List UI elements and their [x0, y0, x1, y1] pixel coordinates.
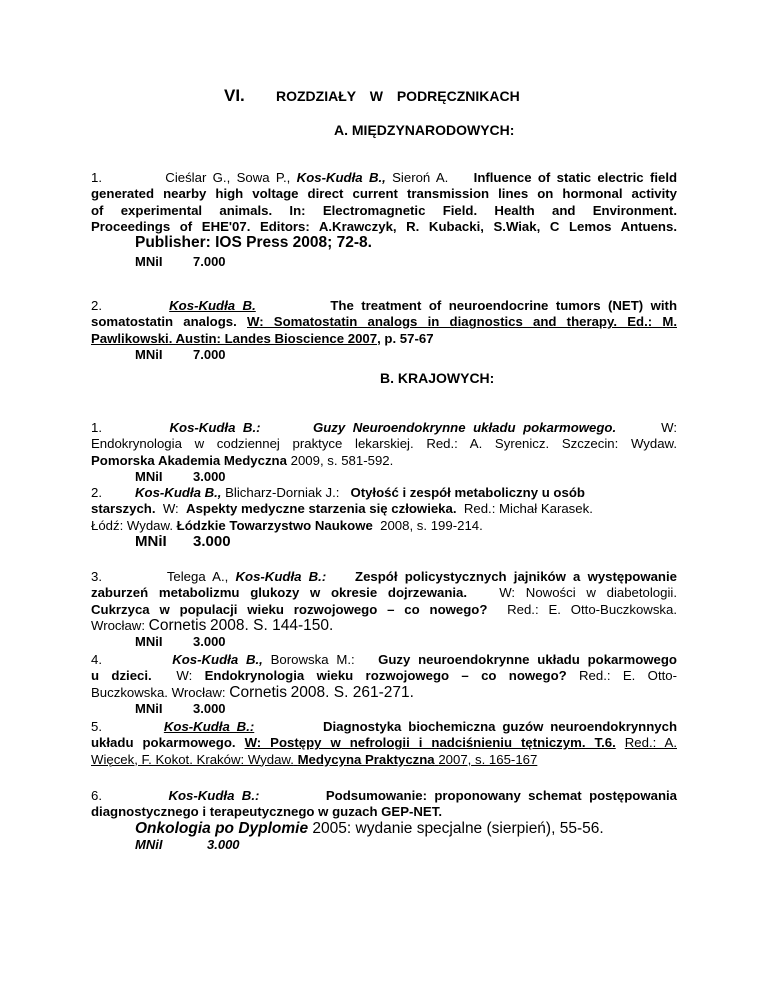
entry-line: [91, 585, 677, 601]
entry-line: [91, 821, 677, 837]
entry-source-prefix: W:: [661, 420, 677, 435]
entry-author-highlight: Kos-Kudła B.,: [172, 652, 263, 667]
entry-title: Guzy Neuroendokrynne układu pokarmowego.: [312, 420, 617, 435]
entry-title: zaburzeń metabolizmu glukozy w okresie dojrzewania.: [91, 585, 468, 601]
mnil-label: MNiI: [135, 700, 163, 716]
entry-line: diagnostycznego i terapeutycznego w guzach GEP-NET.: [91, 804, 442, 820]
entry-number: 2.: [91, 298, 102, 313]
mnil-score: [91, 469, 677, 485]
domestic-entry-3: [91, 569, 677, 650]
entry-source: W: Nowości w diabetologii.: [499, 585, 677, 601]
entry-publisher: Cornetis: [229, 683, 287, 701]
section-heading-domestic: B. KRAJOWYCH:: [380, 370, 495, 386]
entry-publisher: Buczkowska. Wrocław:: [91, 684, 226, 700]
entry-line: Endokrynologia w codziennej praktyce lekarskiej. Red.: A. Syrenicz. Szczecin: Wydaw.: [91, 436, 677, 452]
entry-author-highlight: Kos-Kudła B.,: [134, 485, 222, 500]
entry-authors: Telega A.,: [166, 569, 229, 584]
entry-authors: Blicharz-Dorniak J.:: [225, 485, 340, 500]
entry-line: [91, 518, 677, 534]
entry-pages: 2008, s. 199-214.: [380, 517, 483, 533]
mnil-value: 3.000: [193, 634, 226, 650]
entry-author-highlight: Kos-Kudła B.:: [169, 420, 261, 435]
entry-number: 1.: [91, 420, 102, 435]
entry-title: Zespół policystycznych jajników a występowanie: [355, 569, 677, 584]
entry-title: Otyłość i zespół metaboliczny u osób: [350, 485, 585, 500]
entry-authors: Borowska M.:: [270, 652, 355, 667]
entry-line: [91, 652, 677, 668]
entry-source-prefix: W:: [162, 501, 179, 517]
mnil-value: 3.000: [193, 532, 231, 550]
entry-publisher: Pomorska Akademia Medyczna: [91, 452, 287, 468]
mnil-value: 7.000: [193, 254, 226, 270]
section-heading-international: A. MIĘDZYNARODOWYCH:: [334, 122, 515, 138]
entry-pages: 2008. S. 144-150.: [210, 616, 334, 634]
entry-number: 5.: [91, 719, 102, 734]
entry-title: u dzieci.: [91, 668, 152, 684]
entry-authors: Cieślar G., Sowa P.,: [165, 170, 291, 185]
entry-publisher: Łódź: Wydaw.: [91, 517, 173, 533]
entry-line: Proceedings of EHE'07. Editors: A.Krawczyk, R. Kubacki, S.Wiak, C Lemos Antuens.: [91, 218, 677, 234]
chapter-title: ROZDZIAŁY W PODRĘCZNIKACH: [276, 88, 520, 104]
mnil-label: MNiI: [135, 532, 167, 550]
entry-line: [91, 569, 677, 585]
entry-line: [91, 485, 677, 501]
entry-line: [91, 420, 677, 436]
entry-title: Podsumowanie: proponowany schemat postępowania: [325, 788, 677, 803]
entry-line: [91, 668, 677, 684]
entry-author-highlight: Kos-Kudła B.:: [168, 788, 260, 803]
entry-pages: 2009, s. 581-592.: [290, 452, 394, 468]
entry-author-highlight: Kos-Kudła B.:: [163, 719, 255, 734]
entry-publisher: Więcek, F. Kokot. Kraków: Wydaw.: [91, 751, 294, 767]
entry-editor: Red.: E. Otto-: [579, 668, 677, 684]
entry-line: [91, 298, 677, 314]
domestic-entry-5: [91, 719, 677, 768]
entry-line: [91, 314, 677, 330]
domestic-entry-6: [91, 788, 677, 853]
entry-author-highlight: Kos-Kudła B.: [169, 298, 256, 313]
entry-editor: Red.: A.: [624, 735, 677, 751]
entry-number: 4.: [91, 652, 102, 667]
chapter-number: VI.: [224, 86, 245, 105]
mnil-value: 3.000: [193, 700, 226, 716]
entry-title: Influence of static electric field: [473, 170, 678, 185]
entry-author-highlight: Kos-Kudła B.:: [235, 569, 327, 584]
mnil-score: [91, 837, 677, 853]
mnil-label: MNiI: [135, 254, 163, 270]
domestic-entry-4: [91, 652, 677, 717]
international-entry-2: [91, 298, 677, 363]
mnil-score: [91, 534, 677, 550]
entry-line: [91, 752, 677, 768]
entry-source: Endokrynologia wieku rozwojowego – co nowego?: [204, 668, 567, 684]
entry-pages: p. 57-67: [384, 330, 434, 346]
entry-editor: Red.: E. Otto-Buczkowska.: [507, 601, 678, 617]
entry-pages: 2008. S. 261-271.: [290, 683, 414, 701]
entry-number: 2.: [91, 485, 102, 500]
entry-line: [91, 602, 677, 618]
entry-editor: Red.: Michał Karasek.: [463, 501, 593, 517]
mnil-label: MNiI: [135, 634, 163, 650]
mnil-score: [91, 634, 677, 650]
mnil-value: 7.000: [193, 346, 226, 362]
entry-pages: 2005: wydanie specjalne (sierpień), 55-56.: [312, 819, 604, 837]
entry-source: W: Somatostatin analogs in diagnostics and therapy. Ed.: M.: [247, 314, 677, 330]
entry-publisher: Cornetis: [148, 616, 207, 634]
entry-source: Cukrzyca w populacji wieku rozwojowego – co nowego?: [91, 601, 488, 617]
entry-line: [91, 719, 677, 735]
entry-line: generated nearby high voltage direct current transmission lines on hormonal activity: [91, 186, 677, 202]
entry-line: [91, 453, 677, 469]
entry-title: somatostatin analogs.: [91, 314, 237, 330]
entry-publisher: Medycyna Praktyczna: [297, 751, 435, 767]
international-entry-1: [91, 170, 677, 271]
entry-line: [91, 618, 677, 634]
entry-source: Pawlikowski. Austin: Landes Bioscience 2007,: [91, 330, 381, 346]
mnil-label: MNiI: [135, 346, 163, 362]
entry-publisher: Publisher: IOS Press 2008; 72-8.: [135, 234, 372, 252]
entry-title: Diagnostyka biochemiczna guzów neuroendokrynnych: [322, 719, 677, 734]
mnil-value: 3.000: [207, 836, 240, 852]
domestic-entry-1: [91, 420, 677, 485]
entry-number: 6.: [91, 788, 102, 803]
entry-line: of experimental animals. In: Electromagnetic Field. Health and Environment.: [91, 202, 677, 218]
mnil-label: MNiI: [135, 836, 163, 852]
entry-line: [91, 170, 677, 186]
entry-publisher: Wrocław:: [91, 617, 145, 633]
mnil-score: [91, 347, 677, 363]
entry-title: Guzy neuroendokrynne układu pokarmowego: [378, 652, 677, 667]
mnil-score: [91, 701, 677, 717]
entry-number: 1.: [91, 170, 102, 185]
entry-title: starszych.: [91, 501, 156, 517]
domestic-entry-2: [91, 485, 677, 550]
mnil-score: [91, 254, 677, 270]
entry-line: [91, 685, 677, 701]
mnil-label: MNiI: [135, 468, 163, 484]
entry-line: [91, 735, 677, 751]
entry-journal: Onkologia po Dyplomie: [135, 819, 309, 837]
entry-line: [91, 788, 677, 804]
entry-title: The treatment of neuroendocrine tumors (NET) with: [330, 298, 678, 313]
entry-source: W: Postępy w nefrologii i nadciśnieniu tętniczym. T.6.: [244, 735, 616, 751]
entry-source-prefix: W:: [176, 668, 193, 684]
entry-line: [91, 331, 677, 347]
entry-source: Aspekty medyczne starzenia się człowieka.: [186, 501, 457, 517]
entry-number: 3.: [91, 569, 102, 584]
mnil-value: 3.000: [193, 468, 226, 484]
entry-line: [91, 501, 677, 517]
entry-title: układu pokarmowego.: [91, 735, 236, 751]
entry-authors: Sieroń A.: [392, 170, 449, 185]
entry-author-highlight: Kos-Kudła B.,: [296, 170, 386, 185]
entry-year: 2007,: [438, 751, 472, 767]
entry-pages: s. 165-167: [475, 751, 538, 767]
entry-publisher: Łódzkie Towarzystwo Naukowe: [176, 517, 373, 533]
